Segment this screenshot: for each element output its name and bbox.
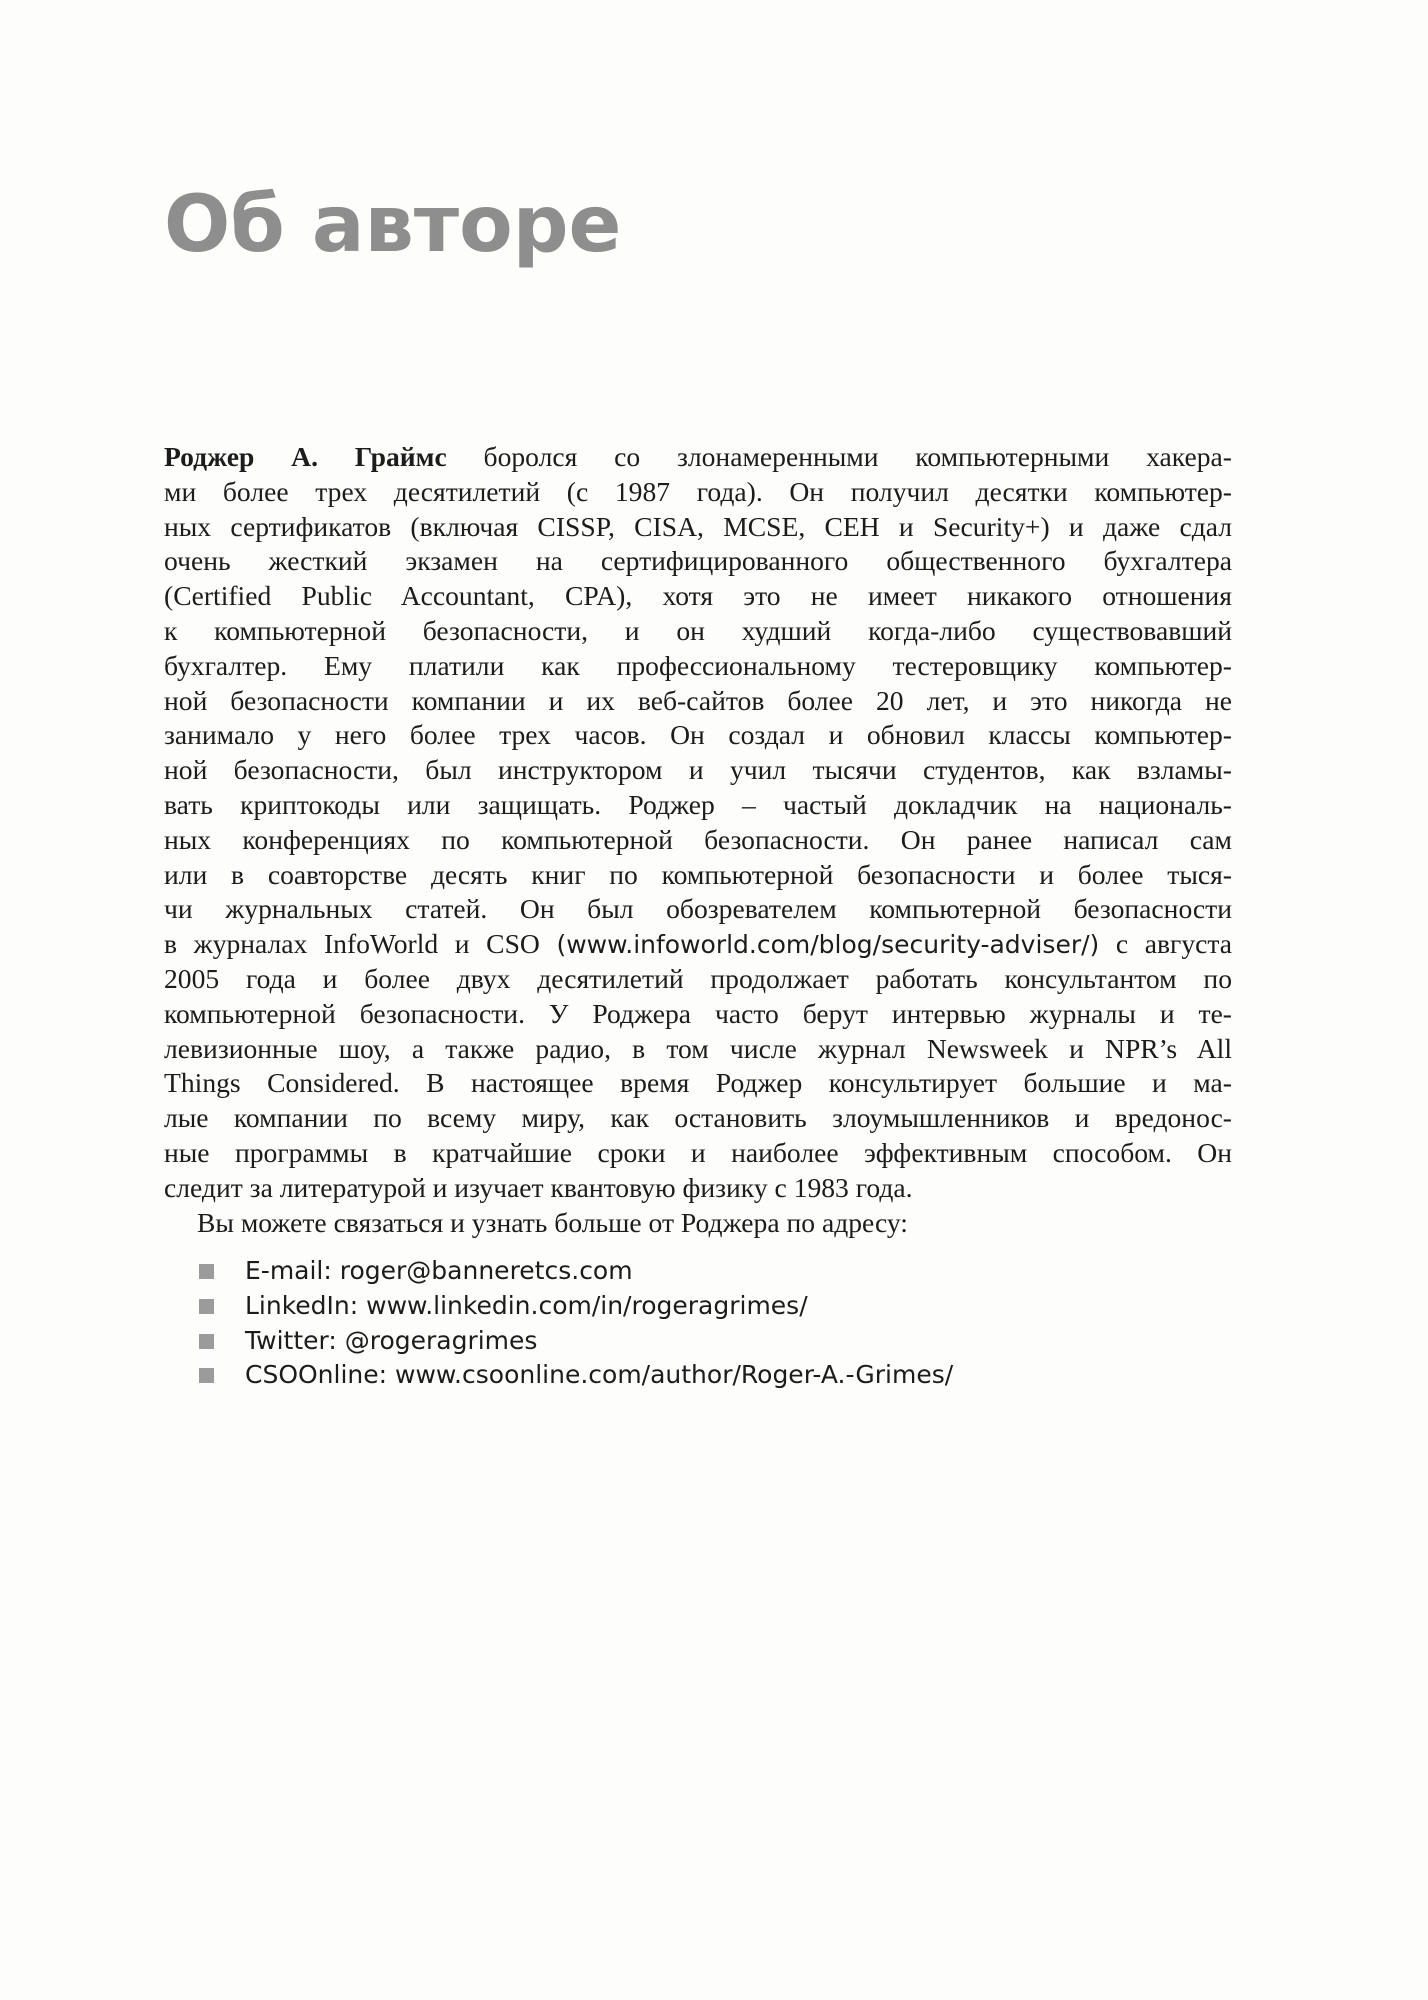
bio-line: ные программы в кратчайшие сроки и наиболее эффективным способом. Он — [164, 1136, 1232, 1168]
contact-item-linkedin — [164, 1289, 1232, 1324]
contact-list — [164, 1254, 1232, 1393]
contact-item-twitter — [164, 1324, 1232, 1359]
bio-line: занимало у него более трех часов. Он создал и обновил классы компьютер- — [164, 719, 1232, 751]
bio-line: левизионные шоу, а также радио, в том числе журнал Newsweek и NPR’s All — [164, 1032, 1232, 1064]
bio-line: 2005 года и более двух десятилетий продолжает работать консультантом по — [164, 962, 1232, 994]
bio-line: компьютерной безопасности. У Роджера часто берут интервью журналы и те- — [164, 997, 1232, 1029]
bio-line-text: боролся со злонамеренными компьютерными хакера- — [446, 441, 1232, 472]
infoworld-url: (www.infoworld.com/blog/security-adviser/) — [556, 930, 1100, 960]
bio-line: ных конференциях по компьютерной безопасности. Он ранее написал сам — [164, 823, 1232, 855]
bio-line-text: с августа — [1099, 928, 1232, 960]
contact-intro: Вы можете связаться и узнать больше от Роджера по адресу: — [197, 1206, 908, 1238]
bio-line: чи журнальных статей. Он был обозревателем компьютерной безопасности — [164, 893, 1232, 925]
bio-line: (Certified Public Accountant, CPA), хотя это не имеет никакого отношения — [164, 580, 1232, 612]
bio-line: ной безопасности, был инструктором и учил тысячи студентов, как взламы- — [164, 754, 1232, 786]
bio-line: очень жесткий экзамен на сертифицированного общественного бухгалтера — [164, 545, 1232, 577]
contact-text: Twitter: @rogeragrimes — [245, 1325, 538, 1355]
bio-line: Things Considered. В настоящее время Роджер консультирует большие и ма- — [164, 1067, 1232, 1099]
author-name: Роджер А. Граймс — [164, 441, 447, 472]
contact-text: LinkedIn: www.linkedin.com/in/rogeragrimes/ — [245, 1290, 808, 1320]
bio-line — [164, 440, 1232, 475]
bio-line: ной безопасности компании и их веб-сайтов более 20 лет, и это никогда не — [164, 684, 1232, 716]
bio-line: бухгалтер. Ему платили как профессиональному тестеровщику компьютер- — [164, 649, 1232, 681]
bio-line: следит за литературой и изучает квантовую физику с 1983 года. — [164, 1171, 913, 1203]
bio-line-text: в журналах InfoWorld и CSO — [164, 928, 557, 960]
bio-line: к компьютерной безопасности, и он худший когда-либо существовавший — [164, 614, 1232, 646]
author-bio — [164, 440, 1232, 1240]
square-bullet-icon — [199, 1368, 214, 1383]
bio-line: ми более трех десятилетий (с 1987 года). Он получил десятки компьютер- — [164, 475, 1232, 507]
contact-text: CSOOnline: www.csoonline.com/author/Roger-A.-Grimes/ — [245, 1360, 954, 1390]
contact-item-csoonline — [164, 1358, 1232, 1393]
bio-line: лые компании по всему миру, как остановить злоумышленников и вредонос- — [164, 1102, 1232, 1134]
square-bullet-icon — [199, 1334, 214, 1349]
square-bullet-icon — [199, 1299, 214, 1314]
square-bullet-icon — [199, 1264, 214, 1279]
contact-text: E-mail: roger@banneretcs.com — [245, 1256, 633, 1285]
bio-line: вать криптокоды или защищать. Роджер – частый докладчик на националь- — [164, 788, 1232, 820]
bio-line — [164, 927, 1232, 962]
bio-line: или в соавторстве десять книг по компьютерной безопасности и более тыся- — [164, 858, 1232, 890]
bio-line: ных сертификатов (включая CISSP, CISA, MCSE, CEH и Security+) и даже сдал — [164, 510, 1232, 542]
chapter-title: Об авторе — [164, 180, 622, 270]
contact-item-email — [164, 1254, 1232, 1289]
